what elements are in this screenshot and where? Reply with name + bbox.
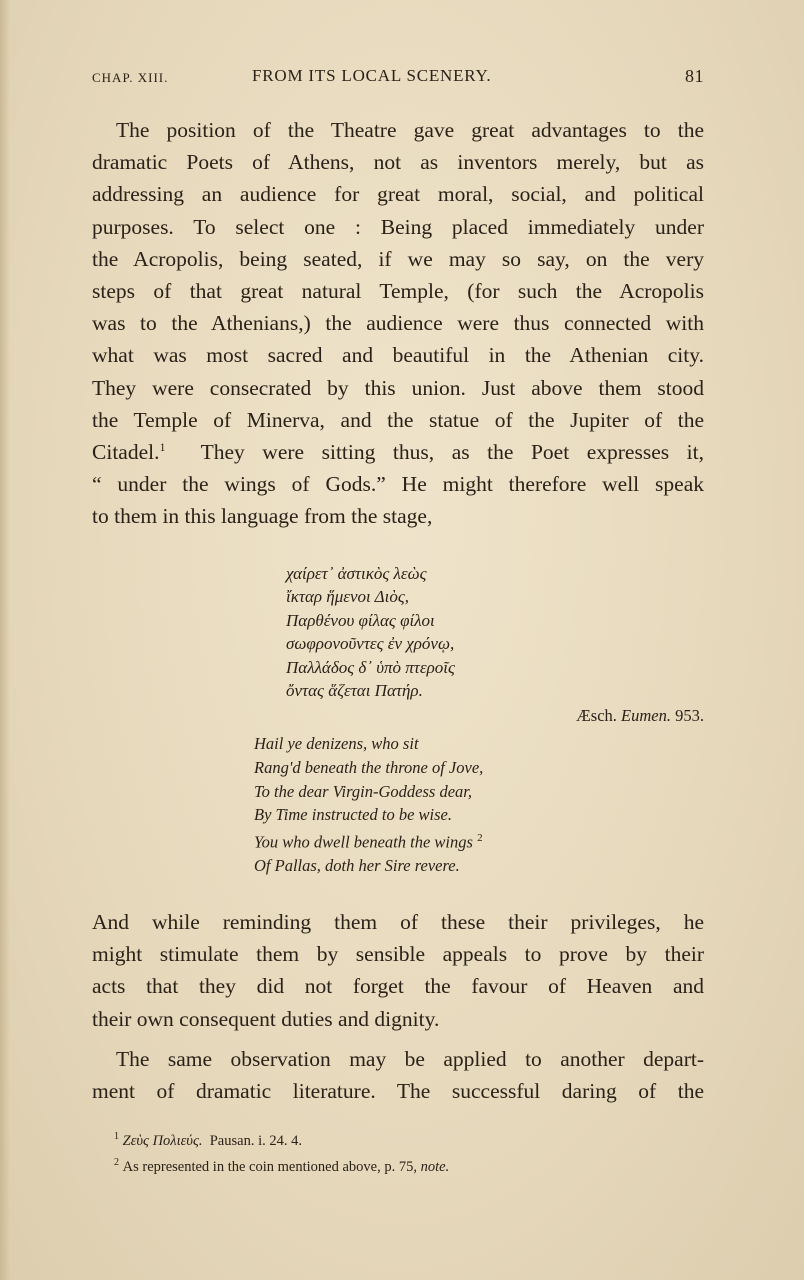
paragraph-gap xyxy=(92,1035,704,1043)
greek-line: χαίρετ᾽ ἀστικὸς λεὼς xyxy=(286,564,427,583)
text-line: addressing an audience for great moral, social, and political xyxy=(92,182,704,207)
paragraph-2 xyxy=(92,906,704,1035)
footnote-2 xyxy=(114,1152,704,1178)
text-fragment: They were sitting thus, as the Poet expresses it, xyxy=(200,440,704,465)
footnote-greek: Ζεὺς Πολιεύς. xyxy=(122,1132,203,1149)
text-line: And while reminding them of these their privileges, he xyxy=(92,910,704,934)
citation-line: 953. xyxy=(675,706,704,725)
footnote-italic: note. xyxy=(420,1158,450,1175)
page-gutter-shadow xyxy=(0,0,10,1280)
verse-line: By Time instructed to be wise. xyxy=(254,805,452,825)
verse-translation xyxy=(254,732,483,878)
citation-author: Æsch. xyxy=(576,706,617,725)
text-line-with-footnote xyxy=(92,436,704,468)
text-line: acts that they did not forget the favour of Heaven and xyxy=(92,974,704,999)
text-line: the Acropolis, being seated, if we may so say, on the very xyxy=(92,246,704,271)
greek-line: ἴκταρ ἥμενοι Διὸς, xyxy=(286,587,410,607)
greek-line: σωφρονοῦντες ἐν χρόνῳ, xyxy=(286,634,455,654)
text-line: their own consequent duties and dignity. xyxy=(92,1006,440,1031)
paragraph-1 xyxy=(92,114,704,533)
greek-line: ὄντας ἅζεται Πατήρ. xyxy=(286,681,423,701)
text-line: The position of the Theatre gave great advantages to the xyxy=(116,118,704,142)
verse-line: Of Pallas, doth her Sire revere. xyxy=(254,856,460,876)
footnote-marker-1: 1 xyxy=(159,439,166,454)
text-fragment: Citadel. xyxy=(92,440,160,465)
footnote-text: As represented in the coin mentioned above, p. 75, xyxy=(122,1158,417,1175)
text-line: what was most sacred and beautiful in the Athenian city. xyxy=(92,343,704,368)
text-line: might stimulate them by sensible appeals to prove by their xyxy=(92,942,704,967)
footnote-marker-2: 2 xyxy=(477,832,483,845)
verse-line: Hail ye denizens, who sit xyxy=(254,734,419,753)
text-line: to them in this language from the stage, xyxy=(92,504,433,529)
greek-line: Παλλάδος δ᾽ ὑπὸ πτεροῖς xyxy=(286,657,455,677)
text-fragment: You who dwell beneath the wings xyxy=(254,832,473,852)
text-line: They were consecrated by this union. Just above them stood xyxy=(92,375,704,400)
verse-line: Rang'd beneath the throne of Jove, xyxy=(254,757,484,777)
text-line: The same observation may be applied to another depart- xyxy=(116,1046,704,1071)
text-line: was to the Athenians,) the audience were thus connected with xyxy=(92,311,704,336)
chapter-label: CHAP. XIII. xyxy=(92,70,169,85)
quotation-citation xyxy=(576,706,704,726)
greek-quotation xyxy=(286,562,455,702)
citation-work: Eumen. xyxy=(621,706,671,725)
page-number: 81 xyxy=(685,66,704,86)
running-header xyxy=(92,66,704,92)
greek-line: Παρθένου φίλας φίλοι xyxy=(286,610,435,630)
verse-line: To the dear Virgin-Goddess dear, xyxy=(254,781,473,801)
text-line: “ under the wings of Gods.” He might therefore well speak xyxy=(92,472,704,497)
text-line: the Temple of Minerva, and the statue of the Jupiter of the xyxy=(92,407,704,432)
main-text-block xyxy=(92,114,704,533)
text-line: steps of that great natural Temple, (for such the Acropolis xyxy=(92,279,704,304)
main-text-block-2 xyxy=(92,906,704,1107)
text-line: ment of dramatic literature. The successful daring of the xyxy=(92,1079,704,1104)
verse-line-with-footnote xyxy=(254,827,483,854)
footnote-number: 2 xyxy=(114,1156,119,1168)
running-title: FROM ITS LOCAL SCENERY. xyxy=(252,66,492,85)
footnote-number: 1 xyxy=(114,1131,119,1142)
footnote-text: Pausan. i. 24. 4. xyxy=(209,1132,302,1149)
paragraph-3 xyxy=(92,1043,704,1107)
footnote-1 xyxy=(114,1126,704,1152)
footnotes xyxy=(114,1126,704,1178)
text-line: purposes. To select one : Being placed immediately under xyxy=(92,214,704,239)
text-line: dramatic Poets of Athens, not as inventors merely, but as xyxy=(92,150,704,175)
